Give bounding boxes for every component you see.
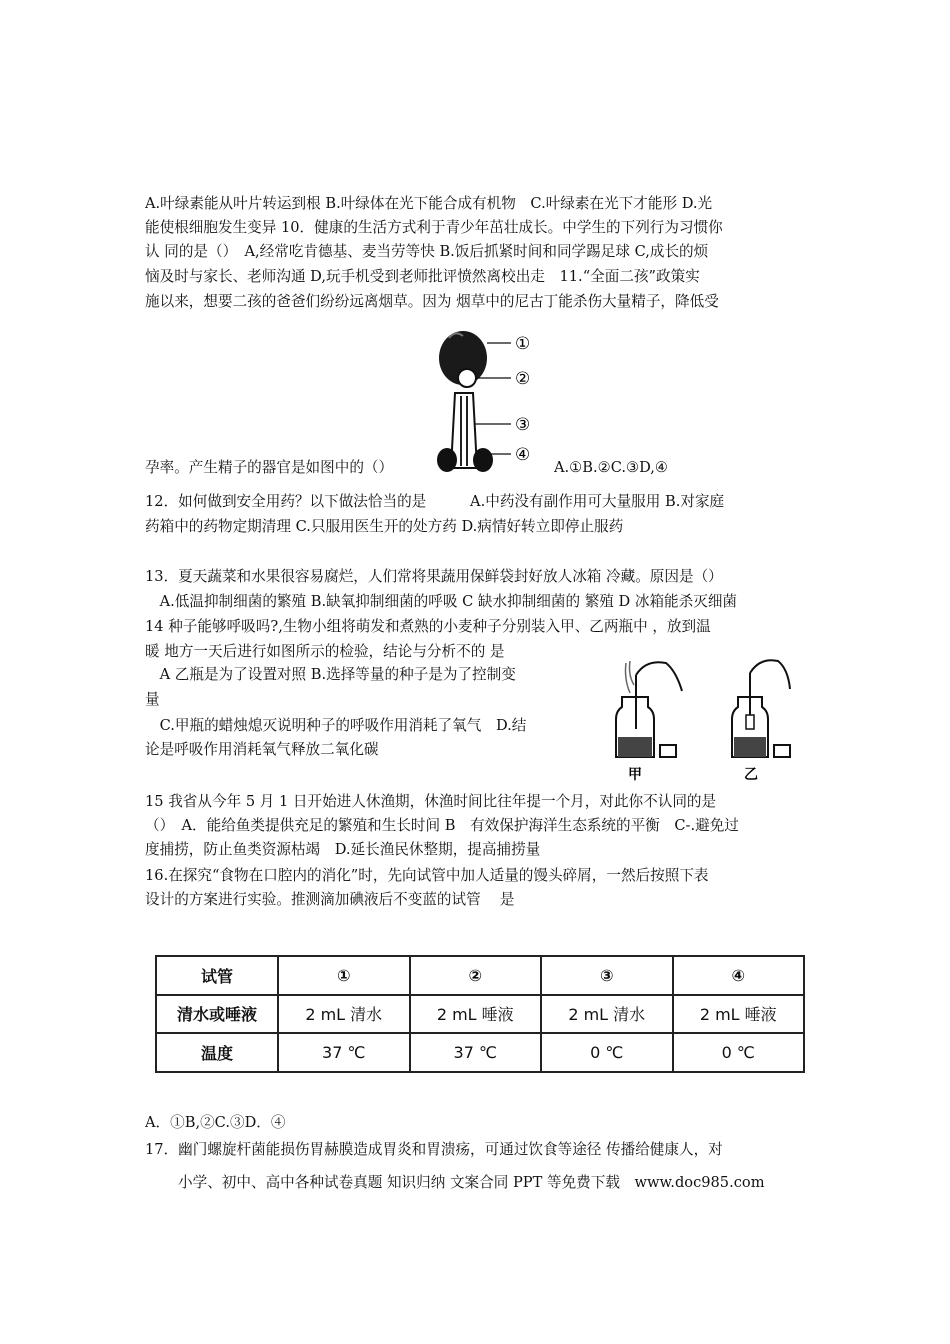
table-row-header: 清水或唾液: [156, 995, 278, 1034]
text-line: 认 同的是（） A,经常吃肯德基、麦当劳等快 B.饭后抓紧时间和同学踢足球 C,成长的烦: [145, 243, 709, 260]
table-cell: 0 ℃: [673, 1033, 805, 1072]
label-1: ①: [515, 334, 531, 354]
label-3: ③: [515, 415, 531, 435]
question-12: 药箱中的药物定期清理 C.只服用医生开的处方药 D.病情好转立即停止服药: [145, 518, 624, 535]
text-line: 施以来，想要二孩的爸爸们纷纷远离烟草。因为 烟草中的尼古丁能杀伤大量精子，降低受: [145, 293, 719, 310]
reproductive-organ-figure: [425, 318, 550, 478]
question-11-tail: 孕率。产生精子的器官是如图中的（）: [145, 459, 394, 476]
question-16: 16.在探究“食物在口腔内的消化”时，先向试管中加人适量的馒头碎屑，一然后按照下表: [145, 867, 709, 884]
table-cell: 37 ℃: [278, 1033, 410, 1072]
table-header-cell: 试管: [156, 956, 278, 995]
question-14-option: 量: [145, 691, 160, 708]
question-13: 13．夏天蔬菜和水果很容易腐烂，人们常将果蔬用保鲜袋封好放人冰箱 冷藏。原因是（）: [145, 568, 723, 585]
seed-jars-figure: [608, 645, 798, 785]
question-12: 12．如何做到安全用药？以下做法恰当的是 A.中药没有副作用可大量服用 B.对家庭: [145, 493, 725, 510]
table-cell: 2 mL 唾液: [410, 995, 542, 1034]
table-cell: 37 ℃: [410, 1033, 542, 1072]
label-2: ②: [515, 369, 531, 389]
question-15: 15 我省从今年 5 月 1 日开始进人休渔期，休渔时间比往年提一个月，对此你不认同的是: [145, 793, 717, 810]
question-14-option: C.甲瓶的蜡烛熄灭说明种子的呼吸作用消耗了氧气 D.结: [145, 717, 527, 734]
table-row-header: 温度: [156, 1033, 278, 1072]
question-16: 设计的方案进行实验。推测滴加碘液后不变蓝的试管 是: [145, 891, 515, 908]
table-cell: 2 mL 清水: [278, 995, 410, 1034]
table-header-cell: ④: [673, 956, 805, 995]
table-header-row: [156, 956, 804, 995]
question-15: 度捕捞，防止鱼类资源枯竭 D.延长渔民休整期，提高捕捞量: [145, 841, 541, 858]
table-cell: 2 mL 唾液: [673, 995, 805, 1034]
question-14-option: A 乙瓶是为了设置对照 B.选择等量的种子是为了控制变: [145, 666, 516, 683]
table-cell: 2 mL 清水: [541, 995, 673, 1034]
question-14: 14 种子能够呼吸吗?,生物小组将萌发和煮熟的小麦种子分别装入甲、乙两瓶中 ，放到温: [145, 618, 711, 635]
table-header-cell: ①: [278, 956, 410, 995]
experiment-table: [155, 955, 805, 1073]
question-17: 17．幽门螺旋杆菌能损伤胃赫膜造成胃炎和胃溃疡，可通过饮食等途径 传播给健康人，对: [145, 1141, 723, 1158]
question-14: 暖 地方一天后进行如图所示的检验，结论与分析不的 是: [145, 643, 505, 660]
text-line: A.叶绿素能从叶片转运到根 B.叶绿体在光下能合成有机物 C.叶绿素在光下才能形 D.光: [145, 195, 713, 212]
table-header-cell: ②: [410, 956, 542, 995]
table-cell: 0 ℃: [541, 1033, 673, 1072]
question-11-options: A.①B.②C.③D,④: [554, 459, 668, 476]
label-4: ④: [515, 445, 531, 465]
table-header-cell: ③: [541, 956, 673, 995]
question-13: A.低温抑制细菌的繁殖 B.缺氧抑制细菌的呼吸 C 缺水抑制细菌的 繁殖 D 冰箱能杀灭细菌: [145, 593, 738, 610]
jar-label-jia: 甲: [628, 767, 642, 783]
question-15: （） A．能给鱼类提供充足的繁殖和生长时间 B 有效保护海洋生态系统的平衡 C-.避免过: [145, 817, 739, 834]
question-14-option: 论是呼吸作用消耗氧气释放二氧化碳: [145, 741, 379, 758]
table-row: [156, 1033, 804, 1072]
text-line: 能使根细胞发生变异 10．健康的生活方式利于青少年茁壮成长。中学生的下列行为习惯你: [145, 219, 723, 236]
question-16-options: A．①B,②C.③D．④: [145, 1114, 286, 1131]
table-row: [156, 995, 804, 1034]
page-footer: 小学、初中、高中各种试卷真题 知识归纳 文案合同 PPT 等免费下载 www.doc985.com: [178, 1174, 765, 1191]
jar-label-yi: 乙: [744, 767, 758, 783]
text-line: 恼及时与家长、老师沟通 D,玩手机受到老师批评愤然离校出走 11.“全面二孩”政策实: [145, 268, 700, 285]
